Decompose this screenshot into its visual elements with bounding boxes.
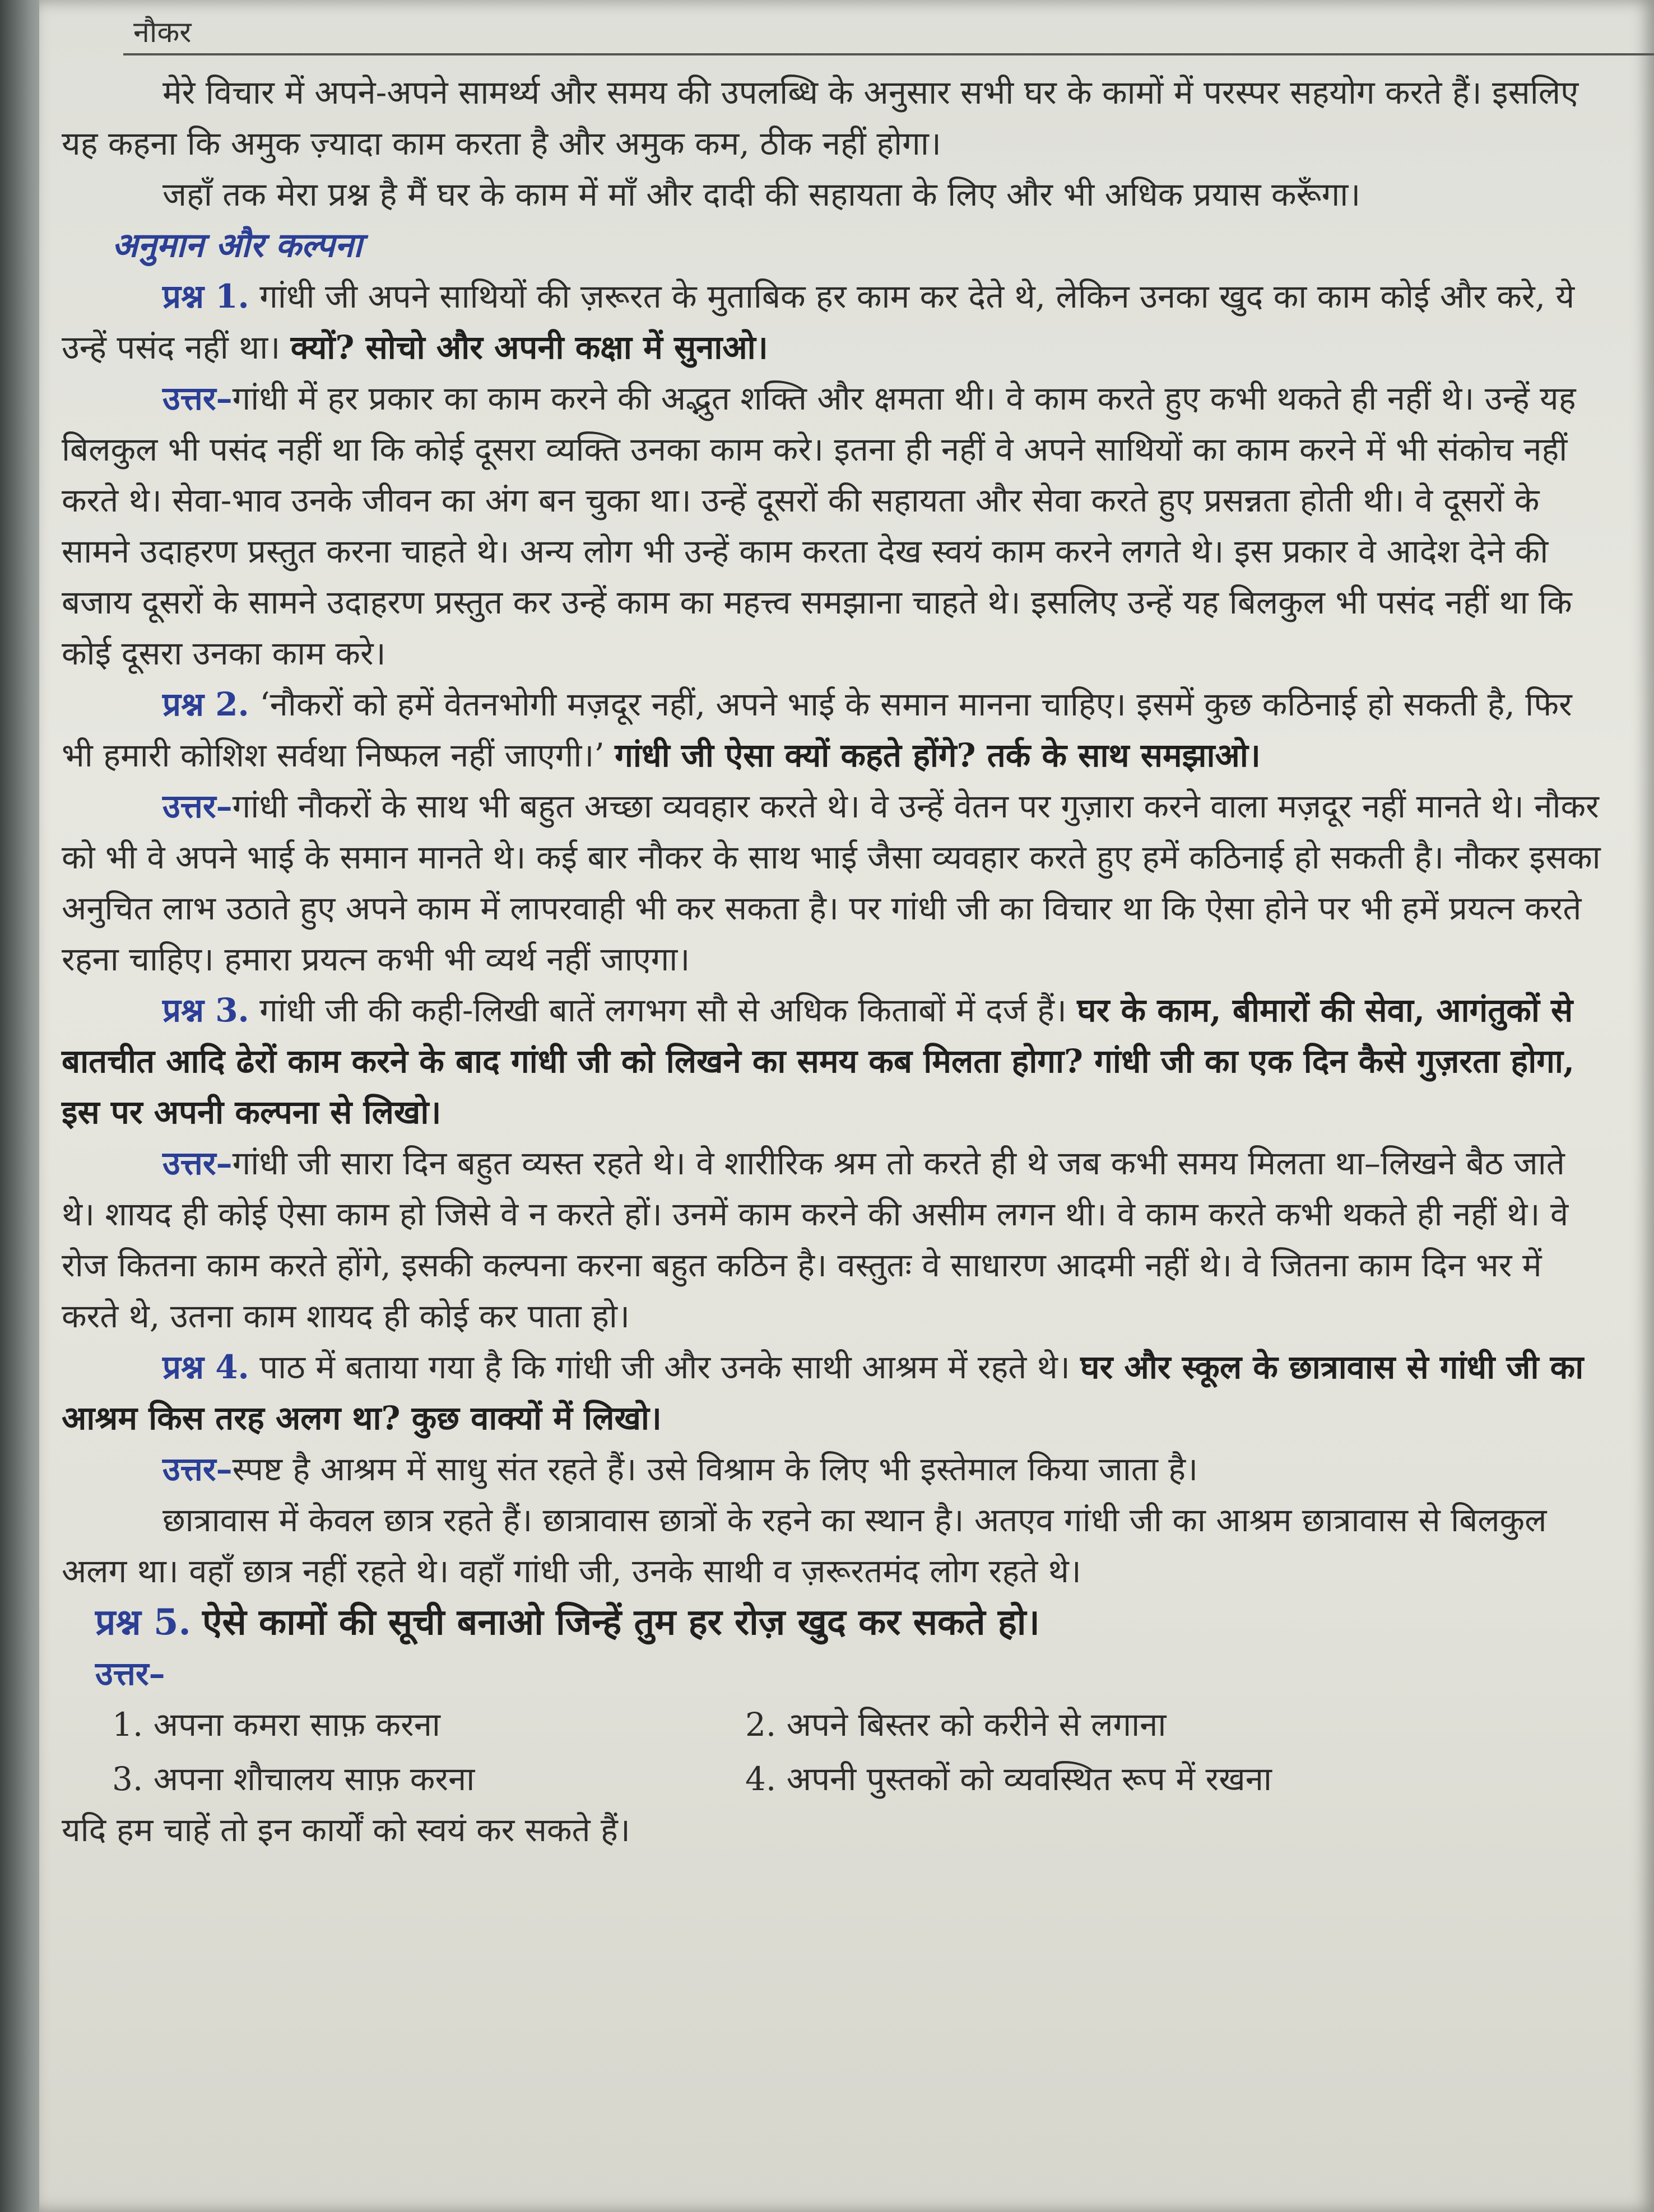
question-2-label: प्रश्न 2. bbox=[162, 685, 249, 723]
question-4-bold: घर और स्कूल के छात्रावास से गांधी जी का आश्रम किस तरह अलग था? कुछ वाक्यों में लिखो। bbox=[62, 1348, 1584, 1437]
answer-5-label: उत्तर– bbox=[95, 1655, 165, 1693]
intro-paragraph-1: मेरे विचार में अपने-अपने सामर्थ्य और समय की उपलब्धि के अनुसार सभी घर के कामों में परस्पर सहयोग करते हैं। इसलिए यह कहना कि अमुक ज़्यादा काम करता है और अमुक कम, ठीक नहीं होगा। bbox=[62, 73, 1579, 162]
question-1-bold: क्यों? सोचो और अपनी कक्षा में सुनाओ। bbox=[290, 328, 768, 366]
answer-4-label: उत्तर– bbox=[162, 1450, 233, 1488]
book-page bbox=[39, 0, 1654, 2212]
answer-1 bbox=[62, 373, 1608, 679]
running-head-title: नौकर bbox=[133, 16, 192, 49]
question-3 bbox=[62, 985, 1608, 1138]
question-1-text: गांधी जी अपने साथियों की ज़रूरत के मुताबिक हर काम कर देते थे, लेकिन उनका खुद का काम कोई और करे, ये उन्हें पसंद नहीं था। bbox=[62, 277, 1575, 366]
list-item: 2. अपने बिस्तर को करीने से लगाना bbox=[745, 1706, 1167, 1744]
question-5 bbox=[95, 1597, 1608, 1648]
answer-1-label: उत्तर– bbox=[162, 379, 233, 417]
answer-2-label: उत्तर– bbox=[162, 787, 233, 825]
answer-3-label: उत्तर– bbox=[162, 1144, 233, 1182]
closing-line: यदि हम चाहें तो इन कार्यों को स्वयं कर सकते हैं। bbox=[62, 1811, 630, 1849]
question-5-bold: ऐसे कामों की सूची बनाओ जिन्हें तुम हर रोज़ खुद कर सकते हो। bbox=[202, 1601, 1040, 1643]
running-head bbox=[123, 0, 1654, 55]
question-2-bold: गांधी जी ऐसा क्यों कहते होंगे? तर्क के साथ समझाओ। bbox=[615, 736, 1261, 774]
list-item: 4. अपनी पुस्तकों को व्यवस्थित रूप में रखना bbox=[745, 1760, 1272, 1798]
question-3-bold: घर के काम, बीमारों की सेवा, आगंतुकों से बातचीत आदि ढेरों काम करने के बाद गांधी जी को लिखने का समय कब मिलता होगा? गांधी जी का एक दिन कैसे गुज़रता होगा, इस पर अपनी कल्पना से लिखो। bbox=[62, 991, 1575, 1131]
question-3-text: गांधी जी की कही-लिखी बातें लगभग सौ से अधिक किताबों में दर्ज हैं। bbox=[259, 991, 1067, 1029]
question-2 bbox=[62, 679, 1608, 781]
question-2-text: ‘नौकरों को हमें वेतनभोगी मज़दूर नहीं, अपने भाई के समान मानना चाहिए। इसमें कुछ कठिनाई हो सकती है, फिर भी हमारी कोशिश सर्वथा निष्फल नहीं जाएगी।’ bbox=[62, 685, 1572, 774]
question-5-label: प्रश्न 5. bbox=[95, 1601, 191, 1643]
question-1-label: प्रश्न 1. bbox=[162, 277, 249, 315]
answer-3-text: गांधी जी सारा दिन बहुत व्यस्त रहते थे। वे शारीरिक श्रम तो करते ही थे जब कभी समय मिलता था–लिखने बैठ जाते थे। शायद ही कोई ऐसा काम हो जिसे वे न करते हों। उनमें काम करने की असीम लगन थी। वे काम करते कभी थकते ही नहीं थे। वे रोज कितना काम करते होंगे, इसकी कल्पना करना बहुत कठिन है। वस्तुतः वे साधारण आदमी नहीं थे। वे जितना काम दिन भर में करते थे, उतना काम शायद ही कोई कर पाता हो। bbox=[62, 1144, 1569, 1335]
question-3-label: प्रश्न 3. bbox=[162, 991, 249, 1029]
answer-4 bbox=[62, 1444, 1608, 1495]
section-heading: अनुमान और कल्पना bbox=[112, 226, 363, 265]
answer-3 bbox=[62, 1138, 1608, 1342]
answer-5-list bbox=[112, 1699, 1378, 1805]
list-item: 3. अपना शौचालय साफ़ करना bbox=[112, 1760, 475, 1798]
answer-2 bbox=[62, 781, 1608, 985]
question-4-label: प्रश्न 4. bbox=[162, 1348, 249, 1386]
question-4-text: पाठ में बताया गया है कि गांधी जी और उनके साथी आश्रम में रहते थे। bbox=[259, 1348, 1070, 1386]
list-item: 1. अपना कमरा साफ़ करना bbox=[112, 1706, 440, 1744]
answer-4-text: स्पष्ट है आश्रम में साधु संत रहते हैं। उसे विश्राम के लिए भी इस्तेमाल किया जाता है। bbox=[232, 1450, 1198, 1488]
page-content bbox=[62, 67, 1608, 1856]
answer-1-text: गांधी में हर प्रकार का काम करने की अद्भुत शक्ति और क्षमता थी। वे काम करते हुए कभी थकते ही नहीं थे। उन्हें यह बिलकुल भी पसंद नहीं था कि कोई दूसरा व्यक्ति उनका काम करे। इतना ही नहीं वे अपने साथियों का काम करने में भी संकोच नहीं करते थे। सेवा-भाव उनके जीवन का अंग बन चुका था। उन्हें दूसरों की सहायता और सेवा करते हुए प्रसन्नता होती थी। वे दूसरों के सामने उदाहरण प्रस्तुत करना चाहते थे। अन्य लोग भी उन्हें काम करता देख स्वयं काम करने लगते थे। इस प्रकार वे आदेश देने की बजाय दूसरों के सामने उदाहरण प्रस्तुत कर उन्हें काम का महत्त्व समझाना चाहते थे। इसलिए उन्हें यह बिलकुल भी पसंद नहीं था कि कोई दूसरा उनका काम करे। bbox=[62, 379, 1576, 672]
intro-paragraph-2: जहाँ तक मेरा प्रश्न है मैं घर के काम में माँ और दादी की सहायता के लिए और भी अधिक प्रयास करूँगा। bbox=[162, 175, 1361, 213]
answer-4-continued: छात्रावास में केवल छात्र रहते हैं। छात्रावास छात्रों के रहने का स्थान है। अतएव गांधी जी का आश्रम छात्रावास से बिलकुल अलग था। वहाँ छात्र नहीं रहते थे। वहाँ गांधी जी, उनके साथी व ज़रूरतमंद लोग रहते थे। bbox=[62, 1501, 1547, 1590]
question-1 bbox=[62, 271, 1608, 373]
answer-2-text: गांधी नौकरों के साथ भी बहुत अच्छा व्यवहार करते थे। वे उन्हें वेतन पर गुज़ारा करने वाला मज़दूर नहीं मानते थे। नौकर को भी वे अपने भाई के समान मानते थे। कई बार नौकर के साथ भाई जैसा व्यवहार करते हुए हमें कठिनाई हो सकती है। नौकर इसका अनुचित लाभ उठाते हुए अपने काम में लापरवाही भी कर सकता है। पर गांधी जी का विचार था कि ऐसा होने पर भी हमें प्रयत्न करते रहना चाहिए। हमारा प्रयत्न कभी भी व्यर्थ नहीं जाएगा। bbox=[62, 787, 1601, 978]
question-4 bbox=[62, 1342, 1608, 1444]
